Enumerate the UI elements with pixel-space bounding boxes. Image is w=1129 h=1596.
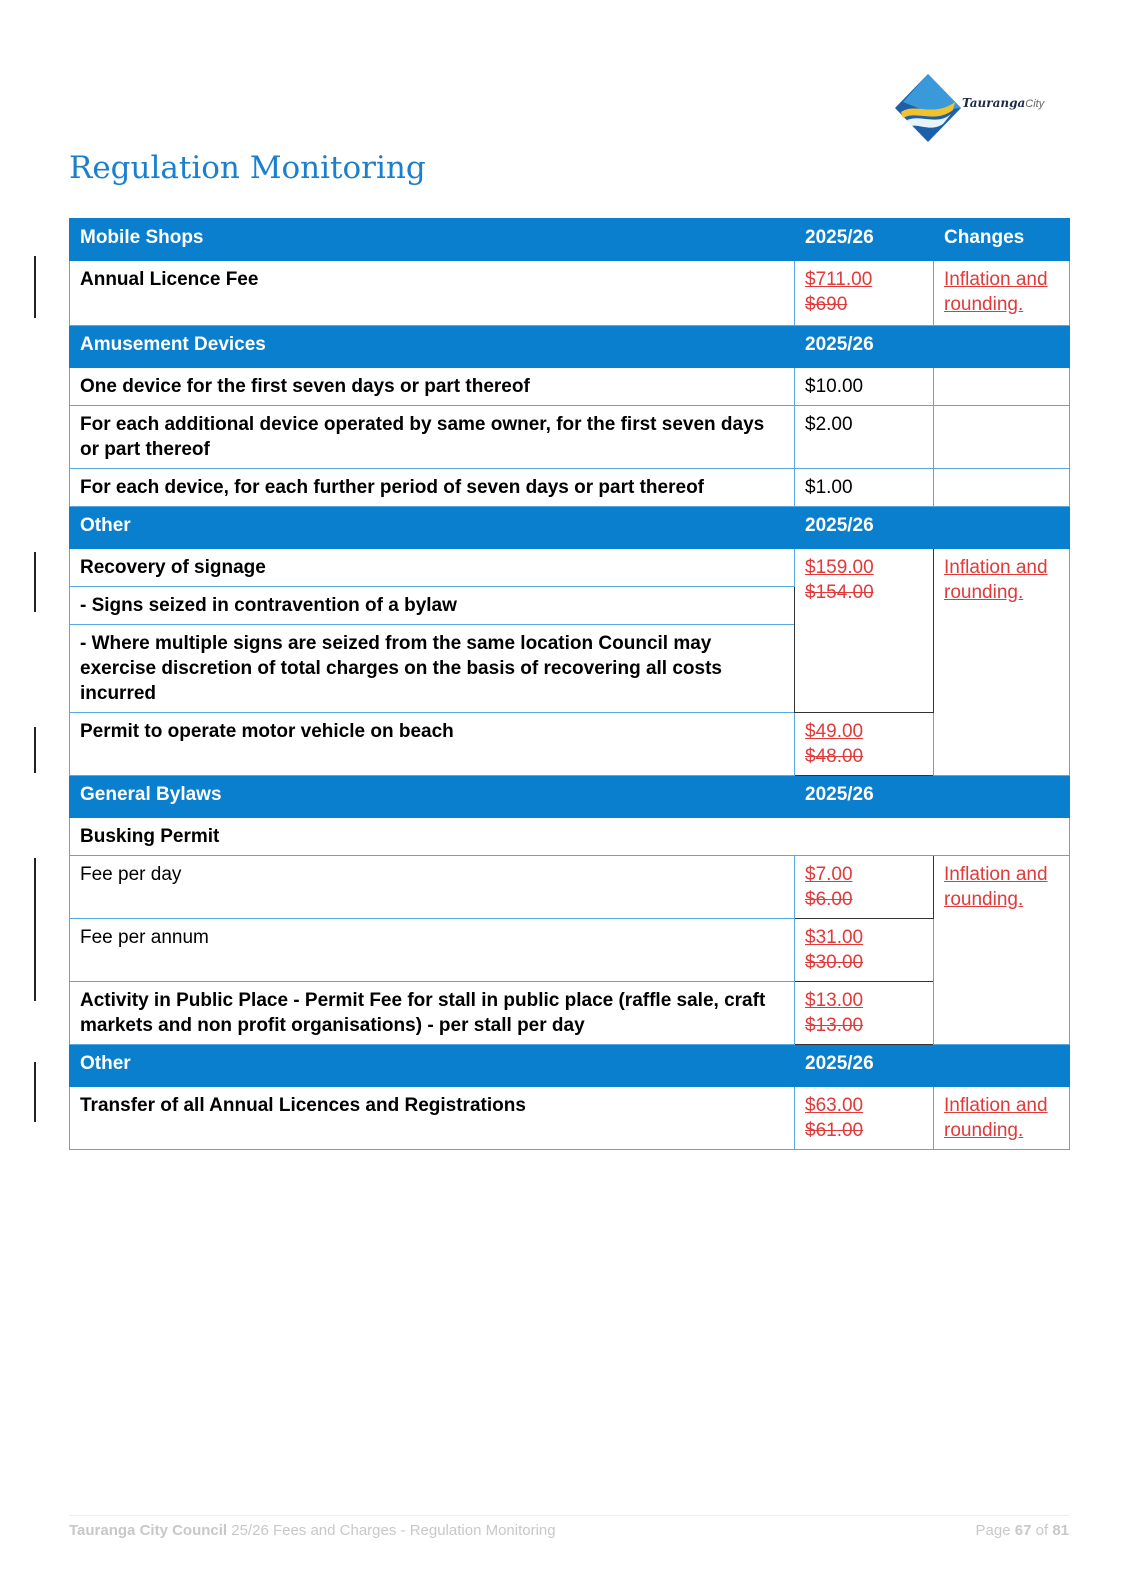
year-header: 2025/26 bbox=[795, 326, 934, 368]
fee-label: For each additional device operated by same owner, for the first seven days or part thereof bbox=[70, 406, 795, 469]
fee-cell bbox=[795, 1087, 934, 1150]
table-row bbox=[70, 818, 1070, 856]
change-note: Inflation and rounding. bbox=[934, 549, 1070, 776]
council-logo bbox=[893, 72, 1073, 144]
section-title: Other bbox=[70, 507, 795, 549]
old-fee: $154.00 bbox=[805, 582, 874, 603]
new-fee: $31.00 bbox=[805, 927, 864, 948]
fee-label: - Signs seized in contravention of a bylaw bbox=[70, 587, 795, 625]
table-row bbox=[70, 1087, 1070, 1150]
sub-heading: Busking Permit bbox=[70, 818, 1070, 856]
new-fee: $63.00 bbox=[805, 1095, 864, 1116]
footer-left: Tauranga City Council 25/26 Fees and Charges - Regulation Monitoring bbox=[69, 1522, 556, 1539]
table-row bbox=[70, 919, 1070, 982]
change-bar bbox=[34, 858, 36, 1001]
fee-label: Recovery of signage bbox=[70, 549, 795, 587]
fee-cell bbox=[795, 713, 934, 776]
old-fee: $48.00 bbox=[805, 746, 864, 767]
fee-value: $10.00 bbox=[795, 368, 934, 406]
table-row bbox=[70, 469, 1070, 507]
fee-label: Annual Licence Fee bbox=[70, 261, 795, 326]
new-fee: $13.00 bbox=[805, 990, 864, 1011]
fee-value: $1.00 bbox=[795, 469, 934, 507]
section-header-general-bylaws bbox=[70, 776, 1070, 818]
fee-cell bbox=[795, 549, 934, 713]
fee-label: Permit to operate motor vehicle on beach bbox=[70, 713, 795, 776]
fee-label: Activity in Public Place - Permit Fee for stall in public place (raffle sale, craft markets and non profit organisations) - per stall per day bbox=[70, 982, 795, 1045]
section-header-other bbox=[70, 1045, 1070, 1087]
logo-diamond-icon bbox=[893, 72, 963, 144]
new-fee: $7.00 bbox=[805, 864, 853, 885]
fee-label: - Where multiple signs are seized from the same location Council may exercise discretion of total charges on the basis of recovering all costs incurred bbox=[70, 625, 795, 713]
section-title: General Bylaws bbox=[70, 776, 795, 818]
table-row bbox=[70, 261, 1070, 326]
fee-label: One device for the first seven days or part thereof bbox=[70, 368, 795, 406]
page-title: Regulation Monitoring bbox=[69, 150, 426, 186]
changes-header: Changes bbox=[934, 219, 1070, 261]
fee-label: Fee per day bbox=[70, 856, 795, 919]
change-note: Inflation and rounding. bbox=[934, 856, 1070, 1045]
new-fee: $49.00 bbox=[805, 721, 864, 742]
change-note: Inflation and rounding. bbox=[934, 261, 1070, 326]
fee-value: $2.00 bbox=[795, 406, 934, 469]
fee-cell bbox=[795, 261, 934, 326]
year-header: 2025/26 bbox=[795, 776, 934, 818]
old-fee: $61.00 bbox=[805, 1120, 864, 1141]
section-title: Other bbox=[70, 1045, 795, 1087]
table-row bbox=[70, 856, 1070, 919]
year-header: 2025/26 bbox=[795, 1045, 934, 1087]
page-number: Page 67 of 81 bbox=[975, 1522, 1069, 1539]
year-header: 2025/26 bbox=[795, 507, 934, 549]
fee-label: Transfer of all Annual Licences and Registrations bbox=[70, 1087, 795, 1150]
change-bar bbox=[34, 256, 36, 318]
old-fee: $6.00 bbox=[805, 889, 853, 910]
fees-table bbox=[69, 218, 1070, 1150]
section-header-other bbox=[70, 507, 1070, 549]
change-bar bbox=[34, 1062, 36, 1122]
old-fee: $13.00 bbox=[805, 1015, 864, 1036]
new-fee: $711.00 bbox=[805, 269, 873, 290]
fee-label: For each device, for each further period of seven days or part thereof bbox=[70, 469, 795, 507]
change-bar bbox=[34, 727, 36, 773]
year-header: 2025/26 bbox=[795, 219, 934, 261]
table-row bbox=[70, 713, 1070, 776]
old-fee: $30.00 bbox=[805, 952, 864, 973]
footer-divider bbox=[69, 1515, 1069, 1516]
table-row bbox=[70, 406, 1070, 469]
new-fee: $159.00 bbox=[805, 557, 874, 578]
page-footer bbox=[69, 1522, 1069, 1539]
fee-cell bbox=[795, 982, 934, 1045]
section-header-mobile-shops bbox=[70, 219, 1070, 261]
old-fee: $690 bbox=[805, 294, 848, 315]
section-title: Mobile Shops bbox=[70, 219, 795, 261]
fee-label: Fee per annum bbox=[70, 919, 795, 982]
table-row bbox=[70, 368, 1070, 406]
change-bar bbox=[34, 552, 36, 612]
section-header-amusement-devices bbox=[70, 326, 1070, 368]
section-title: Amusement Devices bbox=[70, 326, 795, 368]
fee-cell bbox=[795, 919, 934, 982]
table-row bbox=[70, 982, 1070, 1045]
table-row bbox=[70, 549, 1070, 587]
logo-wordmark: TaurangaCity bbox=[962, 96, 1045, 110]
fee-cell bbox=[795, 856, 934, 919]
change-note: Inflation and rounding. bbox=[934, 1087, 1070, 1150]
